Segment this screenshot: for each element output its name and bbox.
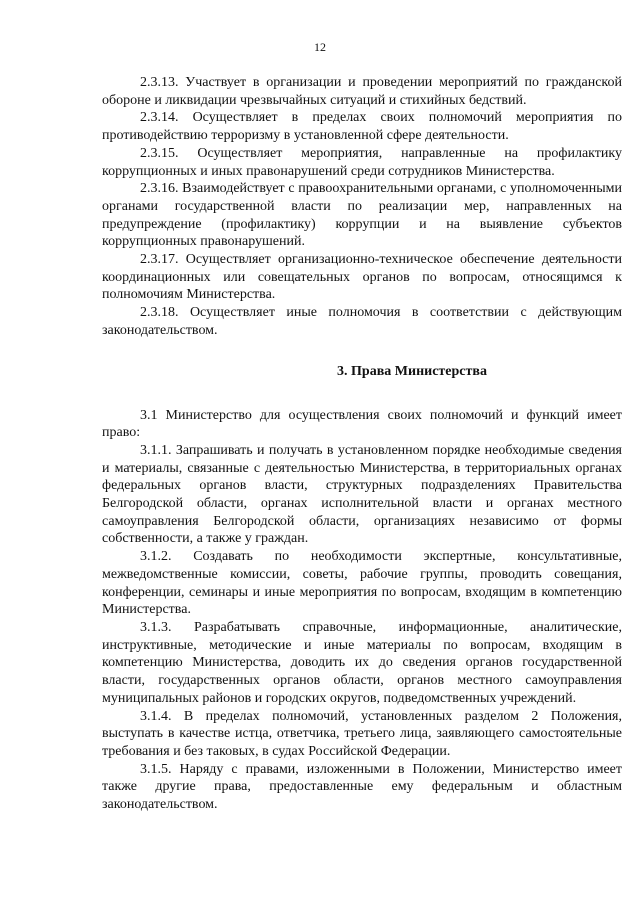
paragraph-2-3-15: 2.3.15. Осуществляет мероприятия, направленные на профилактику коррупционных и иных правонарушений среди сотрудников Министерства. — [102, 145, 622, 179]
paragraph-2-3-14: 2.3.14. Осуществляет в пределах своих полномочий мероприятия по противодействию терроризму в установленной сфере деятельности. — [102, 110, 622, 144]
paragraph-2-3-18: 2.3.18. Осуществляет иные полномочия в соответствии с действующим законодательством. — [102, 305, 622, 338]
paragraph-3-1-3: 3.1.3. Разрабатывать справочные, информационные, аналитические, инструктивные, методические и иные материалы по вопросам, входящим в компетенцию Министерства, доводить их до сведения органов государственной власти, государственных органов области, органов местного самоуправления муниципальных районов и городских округов, подведомственных учреждений. — [102, 619, 622, 706]
page-number: 12 — [314, 40, 326, 54]
paragraph-3-1-4: 3.1.4. В пределах полномочий, установленных разделом 2 Положения, выступать в качестве истца, ответчика, третьего лица, заявляющего самостоятельные требования и без таковых, в судах Российской Федерации. — [102, 708, 622, 759]
paragraph-3-1: 3.1 Министерство для осуществления своих полномочий и функций имеет право: — [102, 407, 622, 441]
paragraph-3-1-5: 3.1.5. Наряду с правами, изложенными в Положении, Министерство имеет также другие права, предоставленные ему федеральным и областным законодательством. — [102, 761, 622, 813]
paragraph-3-1-1: 3.1.1. Запрашивать и получать в установленном порядке необходимые сведения и материалы, связанные с деятельностью Министерства, в территориальных органах федеральных органов власти, структурных подразделениях Правительства Белгородской области, органах исполнительной власти и органах местного самоуправления Белгородской области, организациях независимо от формы собственности, а также у граждан. — [102, 442, 622, 547]
paragraph-2-3-17: 2.3.17. Осуществляет организационно-техническое обеспечение деятельности координационных или совещательных органов по вопросам, относящимся к полномочиям Министерства. — [102, 252, 622, 303]
document-body — [102, 74, 622, 814]
paragraph-3-1-2: 3.1.2. Создавать по необходимости экспертные, консультативные, межведомственные комиссии, советы, рабочие группы, проводить совещания, конференции, семинары и иные мероприятия по вопросам, входящим в компетенцию Министерства. — [102, 549, 622, 618]
paragraph-2-3-13: 2.3.13. Участвует в организации и проведении мероприятий по гражданской обороне и ликвидации чрезвычайных ситуаций и стихийных бедствий. — [102, 75, 622, 108]
paragraph-2-3-16: 2.3.16. Взаимодействует с правоохранительными органами, с уполномоченными органами государственной власти по реализации мер, направленных на предупреждение (профилактику) коррупции и на выявление субъектов коррупционных правонарушений. — [102, 181, 622, 250]
section-heading: 3. Права Министерства — [337, 363, 487, 379]
